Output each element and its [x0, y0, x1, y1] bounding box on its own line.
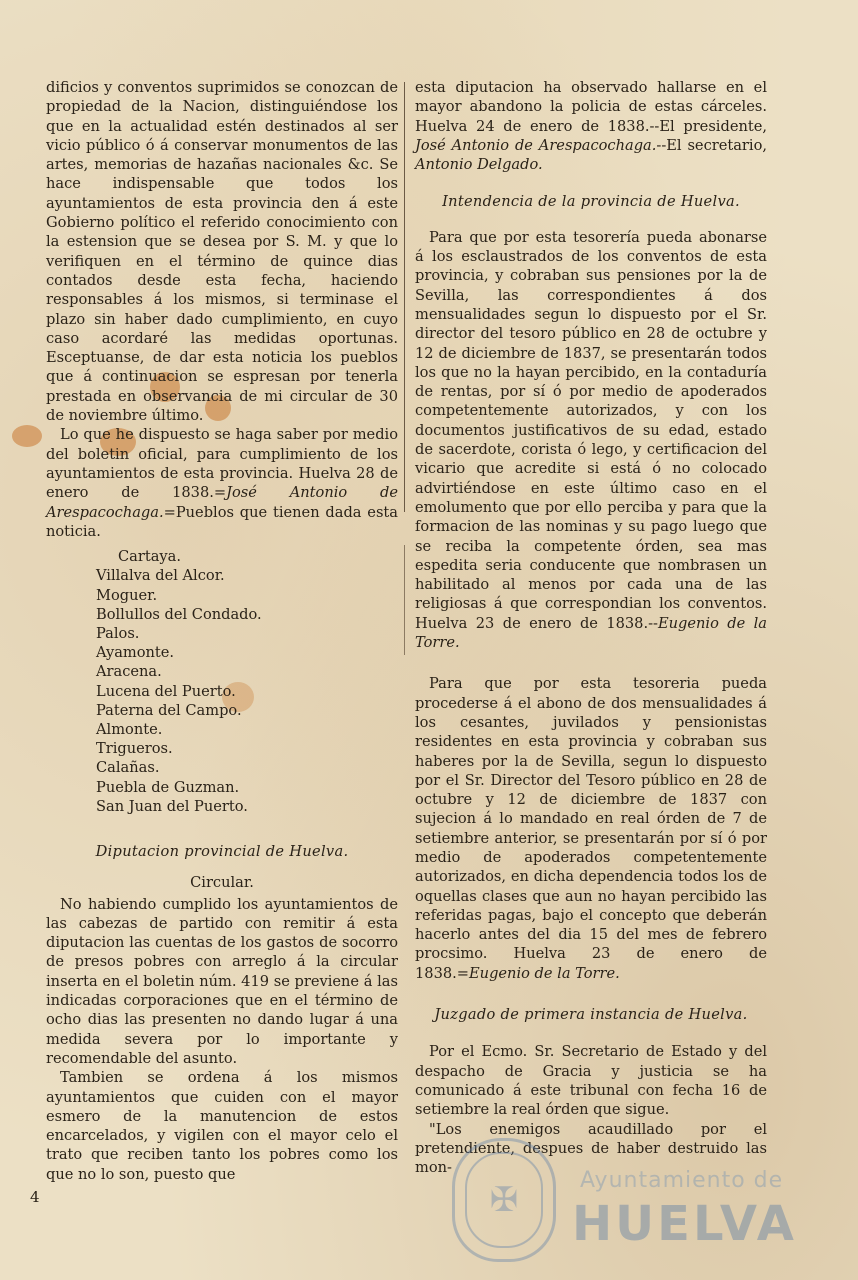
town-item: Almonte.	[96, 720, 163, 738]
signature-presidente: José Antonio de Arespacochaga.	[415, 136, 657, 154]
signature-suffix-sep: =	[163, 503, 176, 521]
order-sep: =	[213, 484, 227, 502]
intendencia-2-text: Para que por esta tesoreria pueda procederse á el abono de dos mensualidades á los cesantes, juvilados y pensionistas residentes en esta provincia y cobraban sus haberes por la de Sevilla, segun lo dispuesto por el Sr. Director del Tesoro público en 28 de octubre y 12 de diciembre de 1837 con sujecion á lo mandado en real órden de 7 de setiembre anterior, se presentarán por sí ó por medio de apoderados competentemente autorizados, en dicha dependencia todos los de oquellas clases que aun no hayan percibido las referidas pagas, bajo el concepto que deberán hacerlo antes del dia 15 del mes de febrero procsimo. Huelva 23 de enero de 1838.	[415, 675, 767, 982]
intendencia-1-text: Para que por esta tesorería pueda abonarse á los esclaustrados de los conventos de esta provincia, y cobraban sus pensiones por la de Sevilla, las correspondientes á dos mensualidades segun lo dispuesto por el Sr. director del tesoro público en 28 de octubre y 12 de diciembre de 1837, se presentarán todos los que no la hayan percibido, en la contaduría de rentas, por sí ó por medio de apoderados competentemente autorizados, y con los documentos justificativos de su edad, estado de sacerdote, corista ó lego, y certificacion del vicario que acredite si está ó no colocado advirtiéndose en este último caso en el emolumento que por ello perciba y para que la formacion de las nominas y su pago luego que se reciba la competente órden, sea mas espedita seria conducente que nombrasen un habilitado al menos por cada una de las religiosas á que correspondian los conventos. Huelva 23 de enero de 1838.--	[415, 228, 767, 632]
town-item: Ayamonte.	[96, 644, 175, 662]
paragraph-intendencia-1	[415, 228, 767, 653]
signature-intendencia-2: Eugenio de la Torre.	[469, 964, 620, 982]
paragraph-circular: No habiendo cumplido los ayuntamientos de las cabezas de partido con remitir á esta diputacion las cuentas de los gastos de socorro de presos pobres con arreglo á la circular inserta en el boletin núm. 419 se previene á las indicadas corporaciones que en el término de ocho dias las presenten no dando lugar á una medida severa por lo importante y recomendable del asunto.	[46, 895, 398, 1067]
paragraph-juzgado: Por el Ecmo. Sr. Secretario de Estado y del despacho de Gracia y justicia se ha comunicado á este tribunal con fecha 16 de setiembre la real órden que sigue.	[415, 1043, 767, 1119]
cross-icon: ✠	[465, 1152, 543, 1248]
signature-intendencia-1: Eugenio de la Torre.	[415, 614, 767, 652]
page-number: 4	[30, 1188, 40, 1206]
order-text: Lo que he dispuesto se haga saber por medio del boletin oficial, para cumplimiento de los ayuntamientos de esta provincia. Huelva 28 de enero de 1838.	[46, 426, 398, 502]
paragraph-intendencia-2	[415, 674, 767, 983]
continuation-text: esta diputacion ha observado hallarse en el mayor abandono la policia de estas cárceles. Huelva 24 de enero de 1838.--El presidente,	[415, 79, 767, 135]
town-item: Lucena del Puerto.	[96, 682, 236, 700]
town-item: Cartaya.	[118, 548, 181, 566]
column-divider	[404, 545, 405, 655]
town-item: Aracena.	[96, 663, 162, 681]
heading-juzgado: Juzgado de primera instancia de Huelva.	[434, 1006, 748, 1024]
signature-secretario: Antonio Delgado.	[415, 156, 543, 174]
towns-list	[96, 547, 398, 816]
paragraph-tambien: Tambien se ordena á los mismos ayuntamientos que cuiden con el mayor esmero de la manutencion de estos encarcelados, y vigilen con el mayor celo el trato que reciben tanto los pobres como los que no lo son, puesto que	[46, 1069, 398, 1183]
column-divider	[404, 82, 405, 512]
paragraph-quote: "Los enemigos acaudillado por el pretendiente, despues de haber destruido las mon-	[415, 1120, 767, 1177]
town-item: Bollullos del Condado.	[96, 605, 262, 623]
town-item: San Juan del Puerto.	[96, 797, 248, 815]
paragraph-intro: dificios y conventos suprimidos se conozcan de propiedad de la Nacion, distinguiéndose los que en la actualidad estén destinados al ser vicio público ó á conservar monumentos de las artes, memorias de hazañas nacionales &c. Se hace indispensable que todos los ayuntamientos de esta provincia den á este Gobierno político el referido conocimiento con la estension que se desea por S. M. y que lo verifiquen en el término de quince dias contados desde esta fecha, haciendo responsables á los mismos, si terminase el plazo sin haber dado cumplimiento, en cuyo caso acordaré las medidas oportunas. Esceptuanse, de dar esta noticia los pueblos que á continuacion se espresan por tenerla prestada en observancia de mi circular de 30 de noviembre último.	[46, 79, 398, 425]
watermark	[452, 1132, 797, 1272]
paragraph-order	[46, 425, 398, 541]
town-item: Villalva del Alcor.	[96, 567, 225, 585]
town-item: Puebla de Guzman.	[96, 778, 240, 796]
subheading-circular: Circular.	[190, 874, 254, 892]
town-item: Trigueros.	[96, 740, 173, 758]
town-item: Moguer.	[96, 586, 158, 604]
left-column	[46, 78, 398, 1184]
paragraph-continuation	[415, 78, 767, 174]
right-column	[415, 78, 767, 1177]
stain	[12, 425, 42, 447]
town-item: Paterna del Campo.	[96, 701, 242, 719]
secretario-label: --El secretario,	[656, 136, 767, 154]
signature-gobernador: José Antonio de Arespacochaga.	[46, 484, 398, 521]
heading-intendencia: Intendencia de la provincia de Huelva.	[442, 193, 740, 211]
town-item: Palos.	[96, 624, 140, 642]
spacer	[415, 652, 767, 674]
watermark-line1: Ayuntamiento de	[580, 1168, 784, 1193]
watermark-line2: HUELVA	[572, 1196, 797, 1252]
signature-suffix: Pueblos que tienen dada esta noticia.	[46, 503, 398, 540]
heading-diputacion: Diputacion provincial de Huelva.	[95, 842, 349, 860]
seal-icon	[452, 1138, 556, 1262]
town-item: Calañas.	[96, 759, 160, 777]
intendencia-2-sep: =	[456, 964, 470, 982]
